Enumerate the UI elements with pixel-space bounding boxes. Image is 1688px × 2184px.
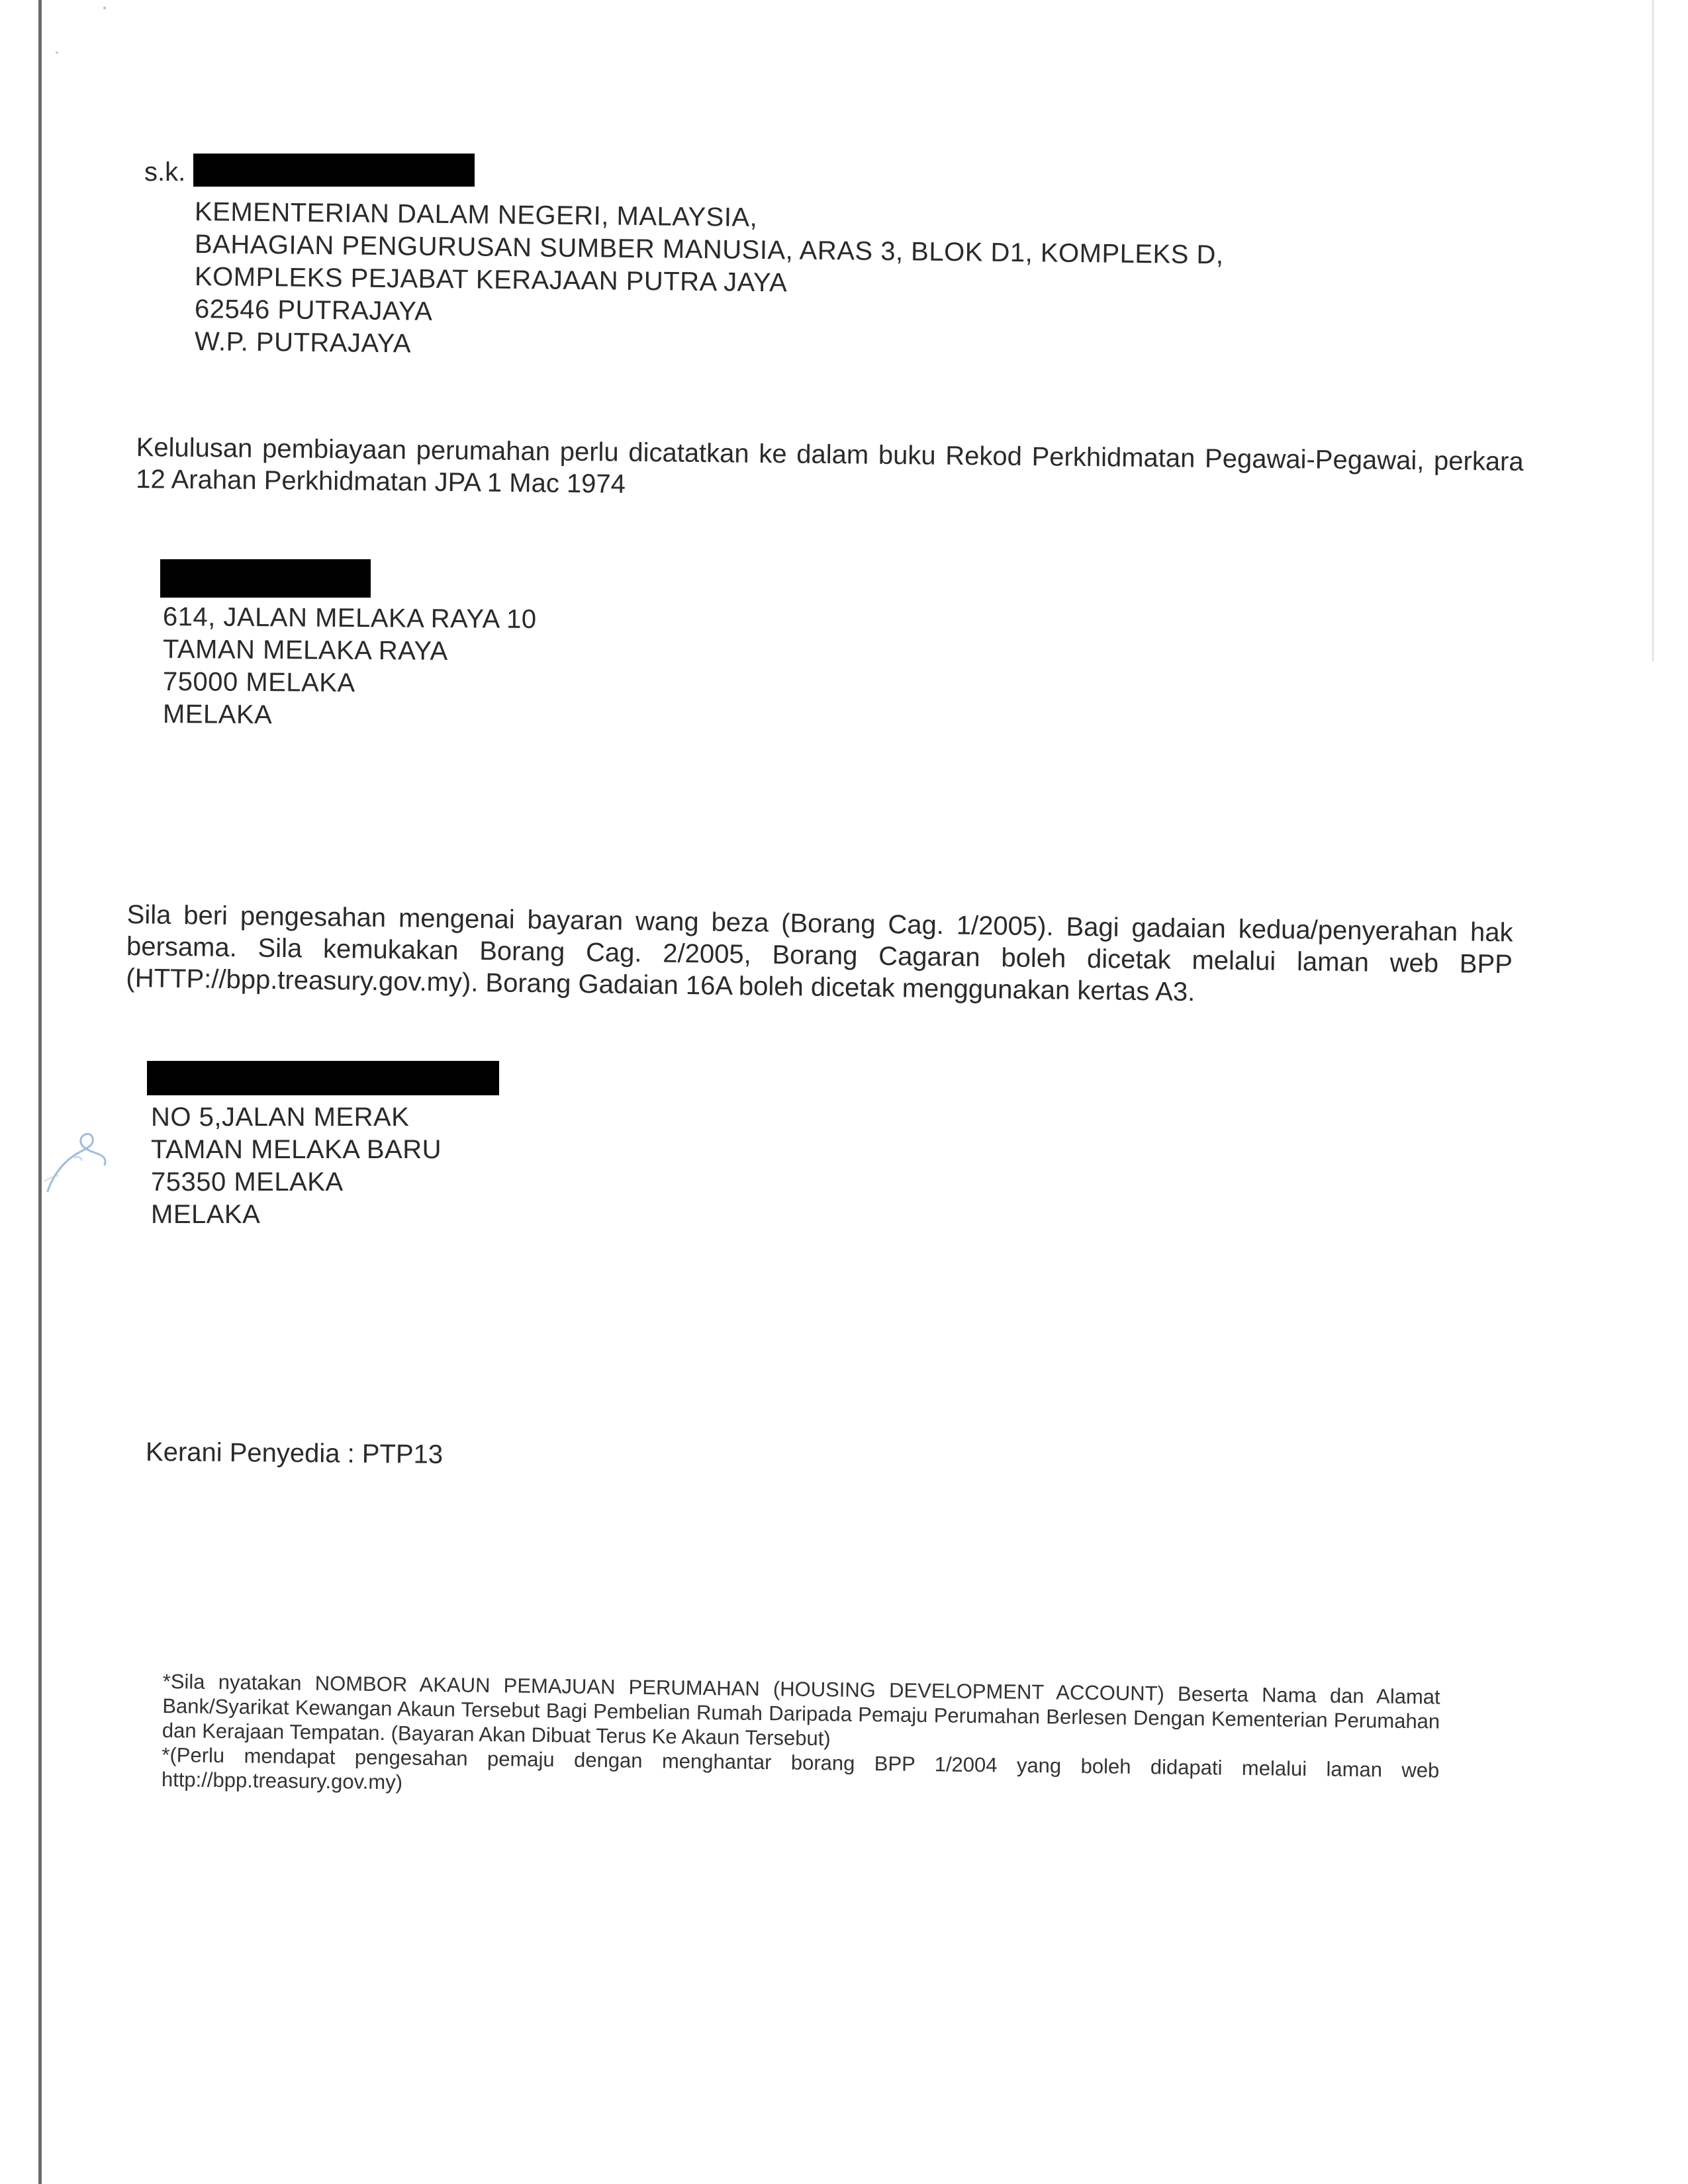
address-line: TAMAN MELAKA RAYA [162,635,448,666]
page-right-edge [1652,0,1654,662]
footnote-account: *Sila nyatakan NOMBOR AKAUN PEMAJUAN PERUMAHAN (HOUSING DEVELOPMENT ACCOUNT) Beserta Nama dan Alamat Bank/Syarikat Kewangan Akaun Tersebut Bagi Pembelian Rumah Daripada Pemaju Perumahan Berlesen Dengan Kementerian Perumahan dan Kerajaan Tempatan. (Bayaran Akan Dibuat Terus Ke Akaun Tersebut) [162,1670,1440,1751]
address-line: MELAKA [151,1200,261,1229]
sk-address [195,196,1224,358]
recipient-address-2 [151,1101,442,1231]
address-line: KOMPLEKS PEJABAT KERAJAAN PUTRA JAYA [194,262,788,298]
redacted-name [147,1061,499,1095]
address-line: MELAKA [162,700,273,730]
footnote [162,1669,1440,1807]
footnote-developer: *(Perlu mendapat pengesahan pemaju dengan menghantar borang BPP 1/2004 yang boleh didapati melalui laman web http://bpp.treasury.gov.my) [161,1743,1440,1794]
redacted-name [193,154,475,187]
sk-label: s.k. [144,158,186,187]
payment-note: Sila beri pengesahan mengenai bayaran wang beza (Borang Cag. 1/2005). Bagi gadaian kedua/penyerahan hak bersama. Sila kemukakan Borang Cag. 2/2005, Borang Cagaran boleh dicetak melalui laman web BPP (HTTP://bpp.treasury.gov.my). Borang Gadaian 16A boleh dicetak menggunakan kertas A3. [126,899,1513,1007]
page-left-edge [38,0,42,2184]
ink-stamp-mark [41,1118,134,1198]
address-line: BAHAGIAN PENGURUSAN SUMBER MANUSIA, ARAS 3, BLOK D1, KOMPLEKS D, [194,230,1224,270]
address-line: NO 5,JALAN MERAK [151,1103,410,1132]
address-line: W.P. PUTRAJAYA [194,327,412,359]
address-line: KEMENTERIAN DALAM NEGERI, MALAYSIA, [194,197,758,232]
redacted-name [160,559,371,598]
clerk-label: Kerani Penyedia : PTP13 [145,1437,444,1469]
address-line: TAMAN MELAKA BARU [151,1135,442,1164]
recipient-address-1 [163,601,537,731]
address-line: 75350 MELAKA [151,1167,344,1197]
address-line: 75000 MELAKA [162,667,355,698]
scan-speck [103,7,106,9]
address-line: 614, JALAN MELAKA RAYA 10 [162,602,537,634]
address-line: 62546 PUTRAJAYA [194,295,433,326]
scan-speck [56,52,58,54]
service-record-note: Kelulusan pembiayaan perumahan perlu dicatatkan ke dalam buku Rekod Perkhidmatan Pegawai-Pegawai, perkara 12 Arahan Perkhidmatan JPA 1 Mac 1974 [136,432,1524,499]
